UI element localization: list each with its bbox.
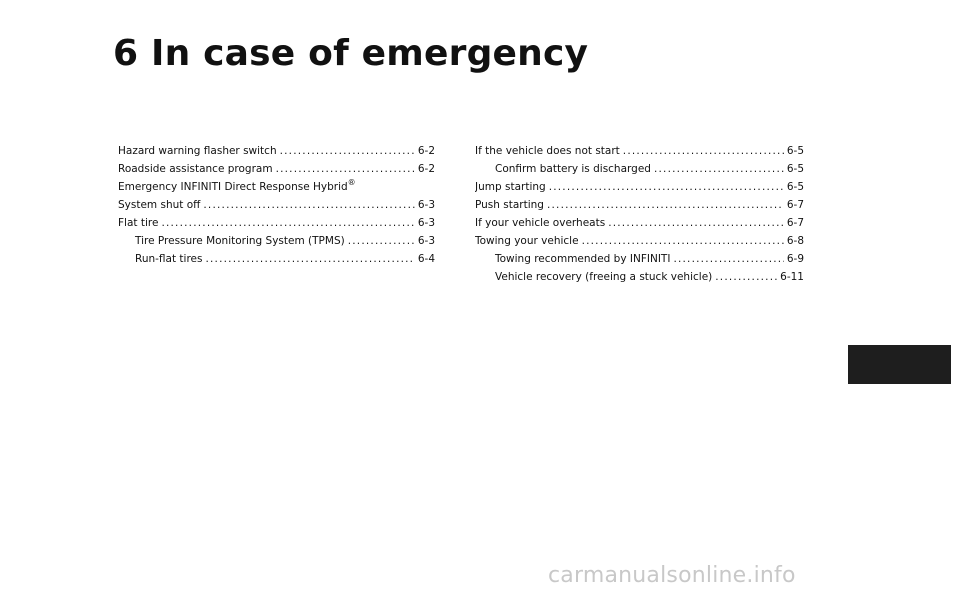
toc-entry-tpms[interactable] [118, 232, 435, 250]
toc-entry-page: 6-8 [786, 235, 804, 247]
toc-leader-dots [582, 232, 784, 250]
toc-column-left [118, 142, 435, 268]
toc-leader-dots [608, 214, 784, 232]
toc-entry-towing-recommended[interactable] [475, 250, 804, 268]
toc-entry-page: 6-3 [417, 235, 435, 247]
toc-entry-roadside-assistance[interactable] [118, 160, 435, 178]
chapter-title: 6 In case of emergency [113, 33, 589, 74]
toc-entry-label: Confirm battery is discharged [495, 163, 651, 175]
toc-entry-towing-your-vehicle[interactable] [475, 232, 804, 250]
toc-leader-dots [623, 142, 784, 160]
toc-entry-page: 6-5 [786, 145, 804, 157]
toc-entry-emergency-hybrid[interactable] [118, 178, 435, 196]
toc-entry-run-flat-tires[interactable] [118, 250, 435, 268]
toc-entry-page: 6-7 [786, 199, 804, 211]
toc-entry-vehicle-recovery[interactable] [475, 268, 804, 286]
toc-leader-dots [203, 196, 414, 214]
toc-entry-page: 6-2 [417, 145, 435, 157]
toc-entry-label-text: Emergency INFINITI Direct Response Hybrid [118, 181, 348, 193]
toc-entry-page: 6-5 [786, 163, 804, 175]
toc-entry-page: 6-4 [417, 253, 435, 265]
toc-leader-dots [547, 196, 784, 214]
toc-entry-label: Hazard warning flasher switch [118, 145, 277, 157]
toc-entry-label: Run-flat tires [135, 253, 203, 265]
chapter-tab-marker [848, 345, 951, 384]
toc-entry-page: 6-5 [786, 181, 804, 193]
toc-leader-dots [715, 268, 777, 286]
toc-leader-dots [161, 214, 414, 232]
toc-entry-label: Vehicle recovery (freeing a stuck vehicle) [495, 271, 713, 283]
toc-entry-page: 6-2 [417, 163, 435, 175]
toc-leader-dots [205, 250, 414, 268]
toc-entry-vehicle-overheats[interactable] [475, 214, 804, 232]
toc-entry-label: Towing recommended by INFINITI [495, 253, 671, 265]
toc-entry-label: Roadside assistance program [118, 163, 273, 175]
toc-entry-flat-tire[interactable] [118, 214, 435, 232]
toc-entry-label: Push starting [475, 199, 544, 211]
toc-entry-label: If your vehicle overheats [475, 217, 606, 229]
toc-entry-hazard-warning[interactable] [118, 142, 435, 160]
toc-leader-dots [276, 160, 415, 178]
toc-entry-system-shut-off[interactable] [118, 196, 435, 214]
toc-entry-confirm-battery[interactable] [475, 160, 804, 178]
toc-entry-push-starting[interactable] [475, 196, 804, 214]
toc-entry-page: 6-3 [417, 217, 435, 229]
toc-entry-label: Jump starting [475, 181, 546, 193]
registered-trademark-mark: ® [347, 178, 356, 187]
toc-leader-dots [549, 178, 784, 196]
toc-leader-dots [348, 232, 415, 250]
toc-column-right [475, 142, 804, 286]
toc-entry-label: If the vehicle does not start [475, 145, 620, 157]
toc-entry-jump-starting[interactable] [475, 178, 804, 196]
toc-entry-label: Flat tire [118, 217, 159, 229]
toc-entry-label: Towing your vehicle [475, 235, 579, 247]
toc-entry-label: System shut off [118, 199, 201, 211]
toc-leader-dots [654, 160, 784, 178]
toc-entry-page: 6-11 [780, 271, 804, 283]
toc-entry-label [118, 178, 356, 196]
toc-entry-page: 6-7 [786, 217, 804, 229]
toc-entry-page: 6-3 [417, 199, 435, 211]
toc-entry-label: Tire Pressure Monitoring System (TPMS) [135, 235, 345, 247]
watermark-text: carmanualsonline.info [548, 563, 796, 588]
toc-leader-dots [673, 250, 783, 268]
toc-entry-page: 6-9 [786, 253, 804, 265]
toc-entry-vehicle-does-not-start[interactable] [475, 142, 804, 160]
toc-leader-dots [280, 142, 415, 160]
